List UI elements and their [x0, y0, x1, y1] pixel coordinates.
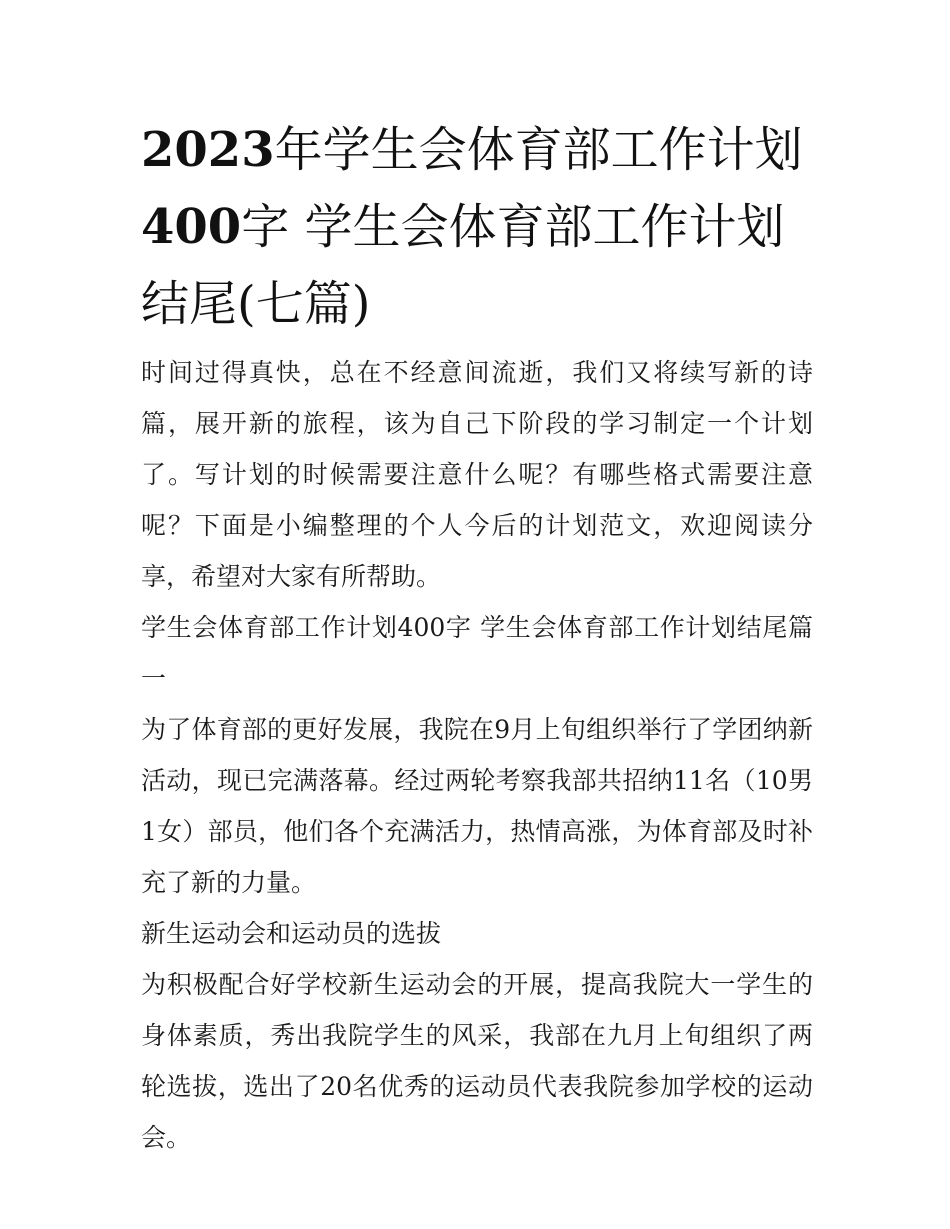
- title-text-part-2: 字 学生会体育部工作计划结尾(七篇): [141, 199, 785, 332]
- title-text-part-1: 年学生会体育部工作计划: [274, 122, 803, 178]
- document-title: [141, 112, 813, 343]
- body-paragraph: 为了体育部的更好发展，我院在9月上旬组织举行了学团纳新活动，现已完满落幕。经过两轮考察我部共招纳11名（10男1女）部员，他们各个充满活力，热情高涨，为体育部及时补充了新的力量。: [141, 715, 813, 897]
- body-paragraph: 为积极配合好学校新生运动会的开展，提高我院大一学生的身体素质，秀出我院学生的风采，我部在九月上旬组织了两轮选拔，选出了20名优秀的运动员代表我院参加学校的运动会。: [141, 970, 813, 1152]
- intro-paragraph: 时间过得真快，总在不经意间流逝，我们又将续写新的诗篇，展开新的旅程，该为自己下阶段的学习制定一个计划了。写计划的时候需要注意什么呢？有哪些格式需要注意呢？下面是小编整理的个人今后的计划范文，欢迎阅读分享，希望对大家有所帮助。: [141, 358, 813, 591]
- document-body: [141, 112, 813, 1163]
- title-year: 2023: [141, 122, 275, 178]
- title-word-count: 400: [141, 199, 242, 255]
- subheading: 新生运动会和运动员的选拔: [141, 919, 442, 948]
- section-heading: 学生会体育部工作计划400字 学生会体育部工作计划结尾篇一: [141, 613, 813, 693]
